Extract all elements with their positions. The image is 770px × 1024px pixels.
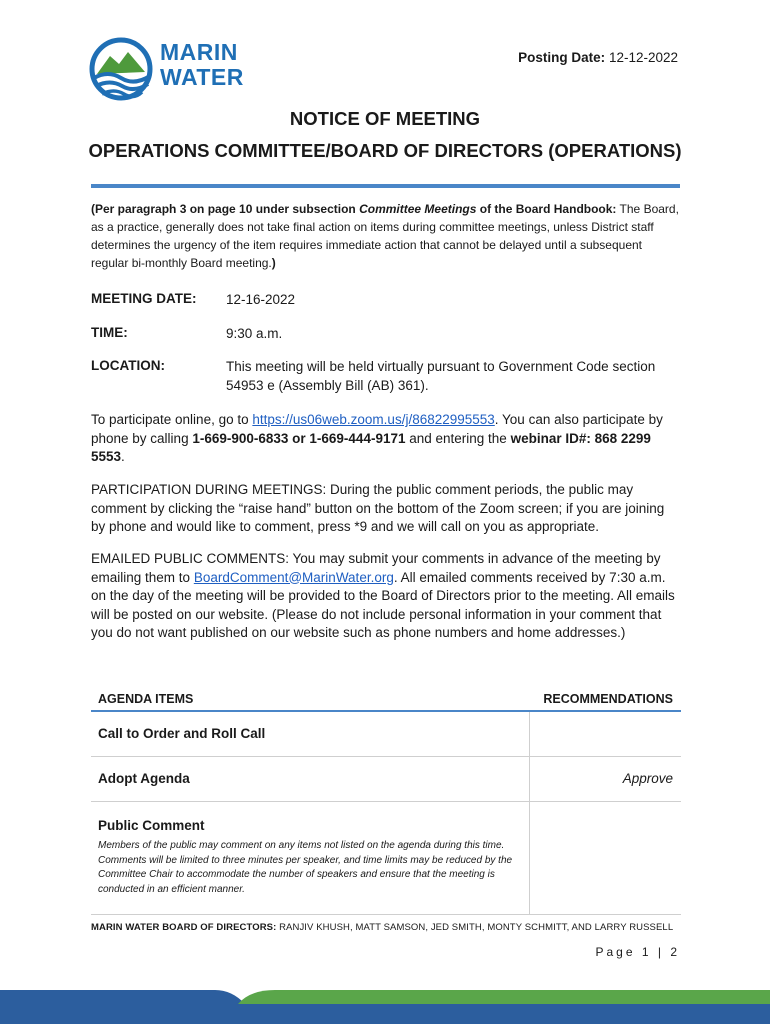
agenda-header bbox=[91, 692, 681, 712]
emailed-comments-paragraph: EMAILED PUBLIC COMMENTS: You may submit your comments in advance of the meeting by emailing them to BoardComment@MarinWater.org. All emailed comments received by 7:30 a.m. on the day of the meeting will be provided to the Board of Directors prior to the meeting. All emails will be posted on our website. (Please do not include personal information in your comment that you do not want published on our website such as phone numbers and home addresses.) bbox=[91, 551, 675, 640]
header-rule bbox=[91, 184, 680, 188]
logo-emblem-icon bbox=[88, 36, 158, 102]
table-row bbox=[91, 802, 681, 914]
agenda-items-header: AGENDA ITEMS bbox=[98, 692, 194, 706]
recommendations-header: RECOMMENDATIONS bbox=[543, 692, 673, 706]
agenda-item-title: Adopt Agenda bbox=[98, 771, 190, 786]
agenda-table bbox=[91, 692, 681, 914]
footer-divider bbox=[91, 914, 681, 915]
location-value: This meeting will be held virtually pursuant to Government Code section 54953 e (Assembly Bill (AB) 361). bbox=[226, 359, 656, 393]
zoom-link[interactable]: https://us06web.zoom.us/j/86822995553 bbox=[252, 412, 495, 427]
posting-date: Posting Date: 12-12-2022 bbox=[518, 50, 678, 65]
agenda-item-recommendation: Approve bbox=[622, 771, 673, 786]
agenda-item-title: Call to Order and Roll Call bbox=[98, 726, 266, 741]
time-value: 9:30 a.m. bbox=[226, 326, 283, 341]
logo-wordmark: MARIN WATER bbox=[160, 39, 244, 90]
board-comment-email-link[interactable]: BoardComment@MarinWater.org bbox=[193, 569, 394, 585]
agenda-item-title: Public Comment bbox=[98, 818, 205, 833]
footer-wave-graphic bbox=[0, 980, 770, 1024]
meeting-date-label: MEETING DATE: bbox=[91, 291, 197, 306]
committee-title: OPERATIONS COMMITTEE/BOARD OF DIRECTORS (OPERATIONS) bbox=[88, 140, 682, 161]
time-label: TIME: bbox=[91, 325, 128, 340]
board-of-directors-footer: MARIN WATER BOARD OF DIRECTORS: RANJIV KHUSH, MATT SAMSON, JED SMITH, MONTY SCHMITT, AND LARRY RUSSELL bbox=[91, 922, 674, 933]
page-number: Page 1 | 2 bbox=[595, 945, 680, 959]
online-participation: To participate online, go to https://us06web.zoom.us/j/86822995553. You can also participate by phone by calling 1-669-900-6833 or 1-669-444-9171 and entering the webinar ID#: 868 2299 5553. bbox=[91, 412, 663, 464]
table-row bbox=[91, 712, 681, 757]
marin-water-logo bbox=[88, 36, 248, 106]
agenda-item-description: Members of the public may comment on any items not listed on the agenda during this time. Comments will be limited to three minutes per speaker, and time limits may be reduced by the Committee Chair to accommodate the number of speakers and ensure that the meeting is conducted in an efficient manner. bbox=[98, 840, 513, 895]
meeting-date-value: 12-16-2022 bbox=[226, 292, 296, 307]
table-row bbox=[91, 757, 681, 802]
handbook-note: (Per paragraph 3 on page 10 under subsection Committee Meetings of the Board Handbook: The Board, as a practice, generally does not take final action on items during committee meetings, unless District staff determines the urgency of the item requires immediate action that cannot be delayed until a subsequent regular bi-monthly Board meeting.) bbox=[91, 202, 679, 270]
location-label: LOCATION: bbox=[91, 358, 165, 373]
participation-paragraph: PARTICIPATION DURING MEETINGS: During the public comment periods, the public may comment by clicking the “raise hand” button on the bottom of the Zoom screen; if you are joining by phone and would like to comment, press *9 and we will call on you as appropriate. bbox=[91, 482, 665, 534]
notice-title: NOTICE OF MEETING bbox=[289, 108, 481, 129]
